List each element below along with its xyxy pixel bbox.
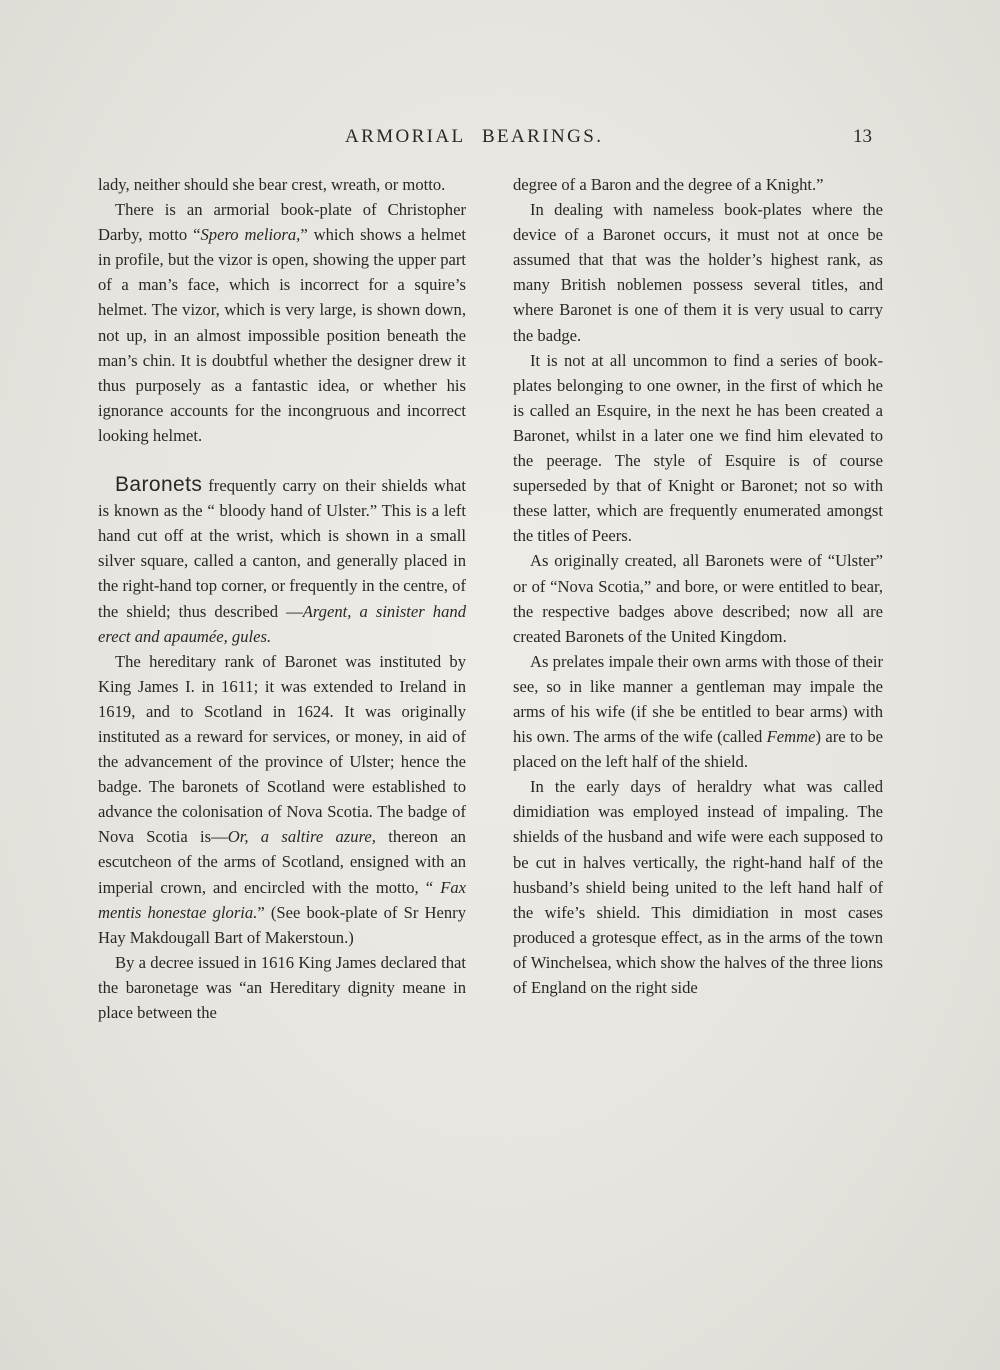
term-italic: Femme bbox=[766, 727, 816, 747]
paragraph: As prelates impale their own arms with those of their see, so in like manner a gentleman may impale the arms of his wife (if she be entitled to bear arms) with his own. The arms of the wife (called Femme) are to be placed on the left half of the shield. bbox=[513, 651, 883, 772]
paragraph: It is not at all uncommon to find a series of book-plates belonging to one owner, in the first of which he is called an Esquire, in the next he has been created a Baronet, whilst in a later one we find him elevated to the peerage. The style of Esquire is of course superseded by that of Knight or Baronet; not so with these latter, which are frequently enumerated amongst the titles of Peers. bbox=[513, 350, 883, 546]
right-column bbox=[513, 172, 883, 1000]
paragraph: lady, neither should she bear crest, wreath, or motto. bbox=[98, 175, 446, 194]
paragraph: In dealing with nameless book-plates where the device of a Baronet occurs, it must not at once be assumed that that was the holder’s highest rank, as many British noblemen possess several titles, and where Baronet is one of them it is very usual to carry the badge. bbox=[513, 200, 883, 345]
paragraph: degree of a Baron and the degree of a Knight.” bbox=[513, 175, 824, 194]
paragraph: As originally created, all Baronets were of “Ulster” or of “Nova Scotia,” and bore, or were entitled to bear, the respective badges above described; now all are created Baronets of the United Kingdom. bbox=[513, 551, 883, 646]
section-heading: Baronets bbox=[115, 473, 203, 497]
motto-italic: Spero meliora, bbox=[200, 225, 301, 245]
paragraph: Baronets frequently carry on their shields what is known as the “ bloody hand of Ulster.” This is a left hand cut off at the wrist, which is shown in a small silver square, called a canton, and generally placed in the right-hand top corner, or frequently in the centre, of the shield; thus described —Argent, a sinister hand erect and apaumée, gules. bbox=[98, 473, 466, 646]
page-number: 13 bbox=[853, 126, 872, 147]
paragraph: In the early days of heraldry what was called dimidiation was employed instead of impaling. The shields of the husband and wife were each supposed to be cut in halves vertically, the right-hand half of the husband’s shield being united to the left hand half of the wife’s shield. This dimidiation in most cases produced a grotesque effect, as in the arms of the town of Winchelsea, which show the halves of the three lions of England on the right side bbox=[513, 777, 883, 997]
blazon-italic: Or, a saltire azure, bbox=[227, 827, 376, 847]
paragraph: By a decree issued in 1616 King James declared that the baronetage was “an Hereditary dignity meane in place between the bbox=[98, 952, 466, 1022]
paragraph: The hereditary rank of Baronet was instituted by King James I. in 1611; it was extended to Ireland in 1619, and to Scotland in 1624. It was originally instituted as a reward for services, or money, in aid of the advancement of the province of Ulster; hence the badge. The baronets of Scotland were established to advance the colonisation of Nova Scotia. The badge of Nova Scotia is—Or, a saltire azure, thereon an escutcheon of the arms of Scotland, ensigned with an imperial crown, and encircled with the motto, “ Fax mentis honestae gloria.” (See book-plate of Sr Henry Hay Makdougall Bart of Makerstoun.) bbox=[98, 651, 466, 947]
paragraph: There is an armorial book-plate of Christopher Darby, motto “Spero meliora,” which shows a helmet in profile, but the vizor is open, showing the upper part of a man’s face, which is incorrect for a squire’s helmet. The vizor, which is very large, is shown down, not up, in an almost impossible position beneath the man’s chin. It is doubtful whether the designer drew it thus purposely as a fantastic idea, or whether his ignorance accounts for the incongruous and incorrect looking helmet. bbox=[98, 200, 466, 445]
page-header bbox=[0, 126, 1000, 156]
running-title: ARMORIAL BEARINGS. bbox=[345, 126, 604, 147]
motto-italic: Fax mentis honestae gloria. bbox=[98, 877, 466, 922]
blazon-italic: Argent, a sinister hand erect and apaumée, gules. bbox=[98, 601, 466, 646]
left-column bbox=[98, 172, 466, 1025]
